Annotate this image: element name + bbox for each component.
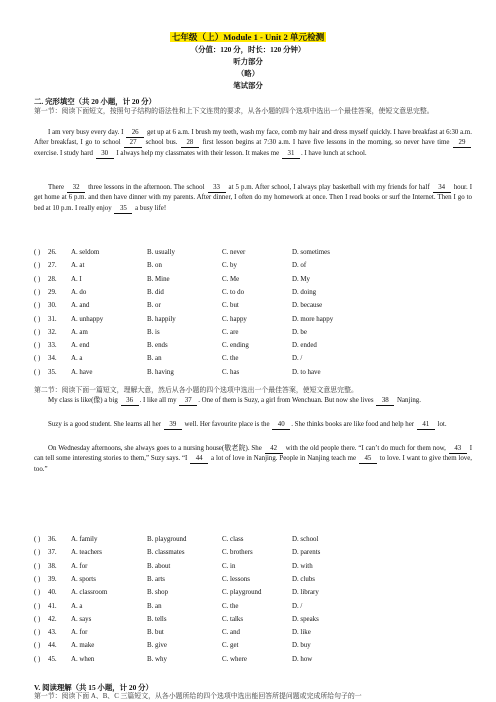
- omitted-label: （略）: [236, 69, 260, 78]
- blank-number: 31: [282, 150, 300, 159]
- passage-text: My class is like(像) a big: [48, 397, 120, 404]
- option-a: A. sports: [71, 575, 96, 583]
- passage-text: On Wednesday afternoons, she always goes to a nursing house(敬老院). She: [48, 445, 264, 452]
- option-d: D. /: [292, 602, 303, 610]
- blank-number: 44: [190, 455, 208, 464]
- option-a: A. and: [71, 302, 90, 310]
- question-number: 40.: [48, 589, 57, 597]
- option-d: D. to have: [292, 368, 321, 376]
- passage-text: There: [48, 184, 67, 191]
- option-c: C. ending: [222, 342, 249, 350]
- option-c: C. Me: [222, 275, 240, 283]
- option-c: C. the: [222, 355, 239, 363]
- answer-paren: ( ): [34, 328, 41, 336]
- option-b: B. is: [147, 328, 160, 336]
- question-number: 32.: [48, 328, 57, 336]
- passage-text: I am very busy every day. I: [48, 129, 126, 136]
- option-a: A. when: [71, 655, 95, 663]
- blank-number: 37: [179, 397, 197, 406]
- option-c: C. playground: [222, 589, 262, 597]
- blank-number: 33: [208, 184, 226, 193]
- option-b: B. shop: [147, 589, 169, 597]
- option-b: B. playground: [147, 536, 187, 543]
- option-b: B. arts: [147, 575, 165, 583]
- option-a: A. unhappy: [71, 315, 104, 323]
- option-a: A. at: [71, 262, 85, 270]
- passage-text: three lessons in the afternoon. The school: [86, 184, 207, 191]
- option-d: D. parents: [292, 549, 321, 557]
- section-5-part1-instruction: 第一节：阅读下面 A、B、C 三篇短文，从各小题所给的四个选项中选出能回答所提问题或完成所给句子的一: [34, 693, 362, 700]
- passage-text: I always help my classmates with their lesson. It makes me: [114, 149, 281, 157]
- option-b: B. on: [147, 262, 162, 270]
- passage-text: I can tell some interesting stories to them,” Suzy says. “I: [34, 445, 472, 463]
- blank-number: 41: [417, 421, 435, 430]
- passage-paragraph: [34, 444, 472, 475]
- option-a: A. am: [71, 328, 88, 336]
- option-b: B. an: [147, 355, 162, 363]
- answer-paren: ( ): [34, 275, 41, 283]
- passage-text: . She thinks books are like food and help her: [291, 421, 416, 428]
- answer-paren: ( ): [34, 355, 41, 363]
- option-d: D. with: [292, 562, 313, 570]
- option-d: D. more happy: [292, 315, 334, 323]
- blank-number: 39: [164, 421, 182, 430]
- option-c: C. are: [222, 328, 239, 336]
- option-a: A. make: [71, 642, 95, 650]
- option-d: D. My: [292, 275, 310, 283]
- answer-paren: ( ): [34, 562, 41, 570]
- option-b: B. usually: [147, 249, 175, 256]
- passage-text: hour. I get home at 6 p.m. and then have dinner with my parents. After dinner, I often do my homework at once. Then I read books or surf the Internet. Then I go to bed at 10 p.m. I really enjoy: [34, 184, 472, 212]
- option-b: B. ends: [147, 342, 168, 350]
- option-a: A. classroom: [71, 589, 108, 597]
- option-c: C. where: [222, 655, 247, 663]
- answer-paren: ( ): [34, 342, 41, 350]
- passage-text: school bus.: [143, 139, 180, 147]
- option-a: A. I: [71, 275, 82, 283]
- option-a: A. end: [71, 342, 90, 350]
- answer-paren: ( ): [34, 302, 41, 310]
- question-number: 36.: [48, 536, 57, 543]
- blank-number: 42: [265, 445, 283, 454]
- blank-number: 40: [272, 421, 290, 430]
- option-c: C. happy: [222, 315, 247, 323]
- blank-number: 35: [114, 205, 132, 214]
- option-c: C. the: [222, 602, 239, 610]
- option-b: B. classmates: [147, 549, 185, 557]
- question-number: 45.: [48, 655, 57, 663]
- passage-paragraph: [34, 128, 472, 159]
- option-d: D. school: [292, 536, 319, 543]
- option-c: C. but: [222, 302, 239, 310]
- blank-number: 27: [124, 139, 142, 148]
- option-c: C. lessons: [222, 575, 250, 583]
- option-d: D. library: [292, 589, 319, 597]
- blank-number: 38: [376, 397, 394, 406]
- answer-paren: ( ): [34, 589, 41, 597]
- option-c: C. has: [222, 368, 240, 376]
- option-c: C. and: [222, 629, 240, 637]
- passage-text: . I like all my: [139, 397, 179, 404]
- question-number: 31.: [48, 315, 57, 323]
- blank-number: 30: [96, 150, 114, 159]
- option-b: B. about: [147, 562, 171, 570]
- answer-paren: ( ): [34, 629, 41, 637]
- blank-number: 28: [181, 139, 199, 148]
- score-time: （分值：120 分，时长：120 分钟）: [190, 45, 306, 54]
- option-d: D. doing: [292, 288, 317, 296]
- question-number: 33.: [48, 342, 57, 350]
- question-number: 39.: [48, 575, 57, 583]
- section-2-part2-instruction: 第二节：阅读下面一篇短文，理解大意，然后从各小题的四个选项中选出一个最佳答案，使短文意思完整。: [34, 387, 358, 394]
- blank-number: 45: [359, 455, 377, 464]
- blank-number: 34: [433, 184, 451, 193]
- option-d: D. how: [292, 655, 313, 663]
- blank-number: 43: [449, 445, 467, 454]
- question-number: 29.: [48, 288, 57, 296]
- passage-text: . One of them is Suzy, a girl from Wenchuan. But now she lives: [198, 397, 376, 404]
- passage-text: a busy life!: [133, 204, 167, 212]
- answer-paren: ( ): [34, 288, 41, 296]
- option-d: D. be: [292, 328, 307, 336]
- answer-paren: ( ): [34, 315, 41, 323]
- question-number: 38.: [48, 562, 57, 570]
- question-number: 43.: [48, 629, 57, 637]
- answer-paren: ( ): [34, 642, 41, 650]
- option-c: C. to do: [222, 288, 245, 296]
- passage-text: exercise. I study hard: [34, 149, 95, 157]
- answer-paren: ( ): [34, 368, 41, 376]
- page-title: [0, 31, 496, 43]
- written-label: 笔试部分: [233, 81, 263, 90]
- option-c: C. get: [222, 642, 239, 650]
- option-b: B. having: [147, 368, 174, 376]
- answer-paren: ( ): [34, 249, 41, 256]
- question-number: 37.: [48, 549, 57, 557]
- passage-text: lot.: [435, 421, 447, 428]
- option-c: C. brothers: [222, 549, 253, 557]
- option-c: C. by: [222, 262, 237, 270]
- option-d: D. speaks: [292, 615, 319, 623]
- passage-text: to love. I want to give them love, too.”: [34, 455, 472, 473]
- question-number: 34.: [48, 355, 57, 363]
- answer-paren: ( ): [34, 602, 41, 610]
- option-d: D. buy: [292, 642, 311, 650]
- listening-label: 听力部分: [233, 57, 263, 66]
- option-b: B. an: [147, 602, 162, 610]
- question-number: 26.: [48, 249, 57, 256]
- option-a: A. have: [71, 368, 93, 376]
- option-b: B. why: [147, 655, 167, 663]
- option-a: A. a: [71, 355, 83, 363]
- passage-text: . I have lunch at school.: [300, 149, 367, 157]
- option-b: B. or: [147, 302, 161, 310]
- section-5-heading: V. 阅读理解（共 15 小题，计 20 分）: [34, 683, 153, 692]
- section-2-part1-instruction: 第一节：阅读下面短文，按照句子结构的语法性和上下文连贯的要求，从各小题的四个选项中选出一个最佳答案，使短文意思完整。: [34, 108, 434, 115]
- passage-paragraph: [34, 396, 472, 406]
- answer-paren: ( ): [34, 262, 41, 270]
- passage-text: with the old people there. “I can’t do much for them now,: [283, 445, 448, 452]
- option-b: B. happily: [147, 315, 176, 323]
- passage-paragraph: [34, 183, 472, 214]
- passage-text: first lesson begins at 7:30 a.m. I have five lessons in the morning, so never have time: [199, 139, 452, 147]
- question-number: 44.: [48, 642, 57, 650]
- option-b: B. give: [147, 642, 167, 650]
- passage-text: get up at 6 a.m. I brush my teeth, wash my face, comb my hair and dress myself quickly. I have breakfast at 6:30 a.m. After breakfast, I go to school: [34, 129, 472, 147]
- answer-paren: ( ): [34, 549, 41, 557]
- option-b: B. but: [147, 629, 164, 637]
- question-number: 35.: [48, 368, 57, 376]
- option-d: D. /: [292, 355, 303, 363]
- blank-number: 29: [453, 139, 471, 148]
- option-b: B. tells: [147, 615, 167, 623]
- title-highlight: 七年级（上）Module 1 - Unit 2 单元检测: [171, 32, 325, 42]
- blank-number: 32: [67, 184, 85, 193]
- option-d: D. sometimes: [292, 249, 330, 256]
- option-d: D. like: [292, 629, 311, 637]
- answer-paren: ( ): [34, 575, 41, 583]
- section-2-heading: 二. 完形填空（共 20 小题，计 20 分）: [34, 97, 156, 106]
- option-c: C. in: [222, 562, 236, 570]
- option-d: D. ended: [292, 342, 317, 350]
- option-c: C. never: [222, 249, 246, 256]
- option-a: A. teachers: [71, 549, 102, 557]
- option-a: A. for: [71, 629, 88, 637]
- passage-text: Suzy is a good student. She learns all her: [48, 421, 163, 428]
- option-a: A. do: [71, 288, 87, 296]
- question-number: 30.: [48, 302, 57, 310]
- option-a: A. says: [71, 615, 92, 623]
- option-d: D. of: [292, 262, 307, 270]
- passage-text: a lot of love in Nanjing. People in Nanjing teach me: [209, 455, 358, 463]
- passage-text: at 5 p.m. After school, I always play basketball with my friends for half: [226, 184, 432, 191]
- option-c: C. class: [222, 536, 244, 543]
- answer-paren: ( ): [34, 615, 41, 623]
- answer-paren: ( ): [34, 655, 41, 663]
- option-a: A. for: [71, 562, 88, 570]
- blank-number: 36: [121, 397, 139, 406]
- passage-text: Nanjing.: [395, 397, 421, 404]
- question-number: 42.: [48, 615, 57, 623]
- answer-paren: ( ): [34, 536, 41, 543]
- option-d: D. because: [292, 302, 323, 310]
- option-c: C. talks: [222, 615, 244, 623]
- blank-number: 26: [126, 129, 144, 138]
- question-number: 27.: [48, 262, 57, 270]
- passage-text: well. Her favourite place is the: [182, 421, 272, 428]
- option-a: A. family: [71, 536, 98, 543]
- question-number: 28.: [48, 275, 57, 283]
- passage-paragraph: [34, 420, 472, 430]
- option-a: A. seldom: [71, 249, 100, 256]
- option-b: B. Mine: [147, 275, 170, 283]
- option-d: D. clubs: [292, 575, 315, 583]
- option-b: B. did: [147, 288, 164, 296]
- question-number: 41.: [48, 602, 57, 610]
- option-a: A. a: [71, 602, 83, 610]
